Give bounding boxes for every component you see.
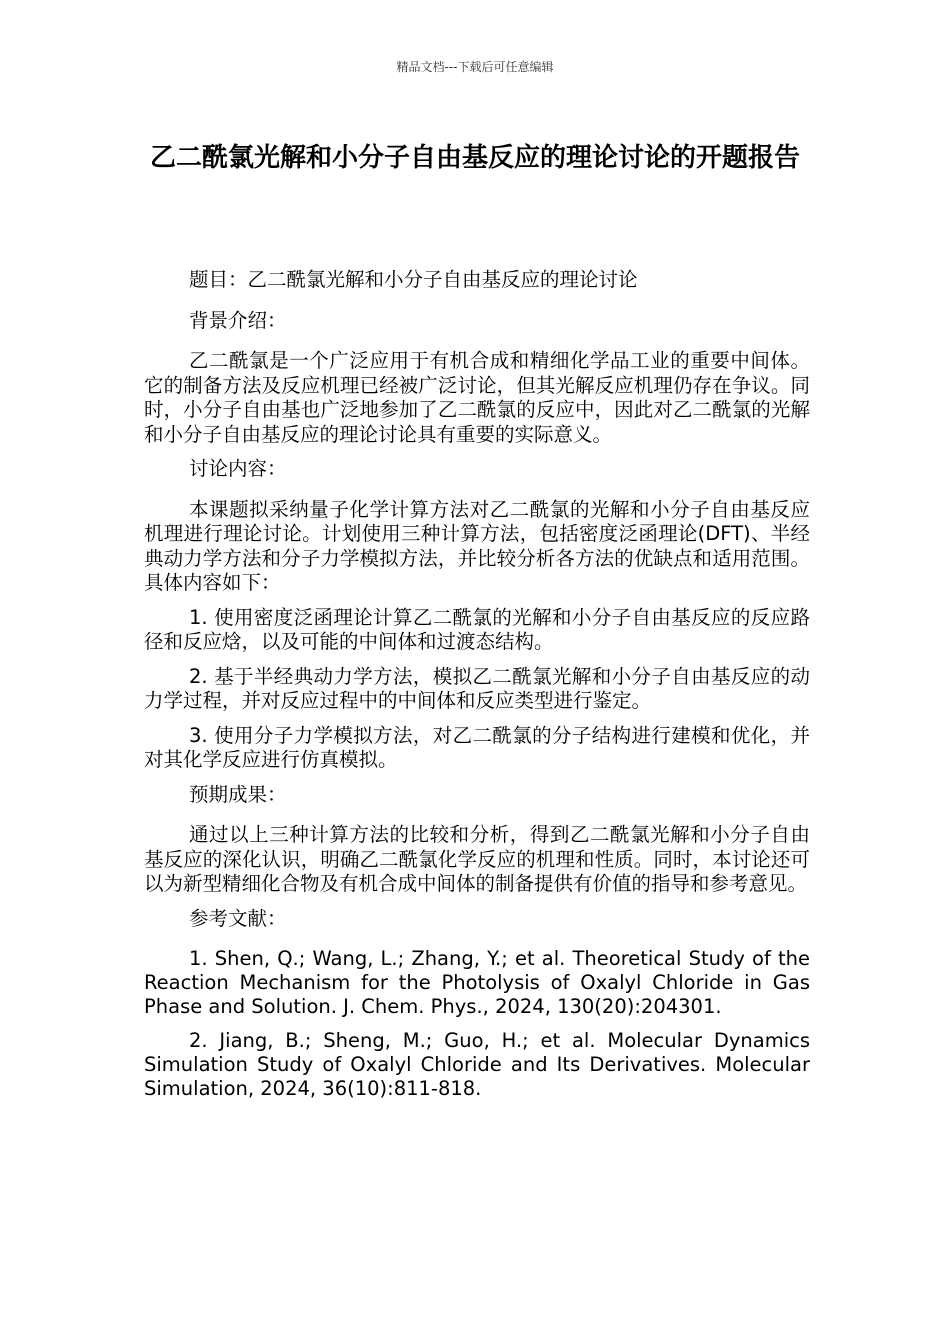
document-title: 乙二酰氯光解和小分子自由基反应的理论讨论的开题报告 <box>149 143 800 173</box>
content-item: 2. 基于半经典动力学方法，模拟乙二酰氯光解和小分子自由基反应的动力学过程，并对反应过程中的中间体和反应类型进行鉴定。 <box>144 664 810 712</box>
content-item: 1. 使用密度泛函理论计算乙二酰氯的光解和小分子自由基反应的反应路径和反应焓，以及可能的中间体和过渡态结构。 <box>144 605 810 653</box>
document-body <box>144 268 810 1111</box>
results-paragraph: 通过以上三种计算方法的比较和分析，得到乙二酰氯光解和小分子自由基反应的深化认识，明确乙二酰氯化学反应的机理和性质。同时，本讨论还可以为新型精细化合物及有机合成中间体的制备提供有价值的指导和参考意见。 <box>144 823 810 895</box>
references-heading: 参考文献： <box>189 906 287 930</box>
background-heading: 背景介绍： <box>189 308 287 332</box>
header-note: 精品文档---下载后可任意编辑 <box>396 60 554 74</box>
reference-item: 2. Jiang, B.; Sheng, M.; Guo, H.; et al. Molecular Dynamics Simulation Study of Oxalyl Chloride and Its Derivatives. Molecular Simulation, 2024, 36(10):811-818. <box>144 1029 810 1100</box>
content-heading: 讨论内容： <box>189 457 287 480</box>
content-paragraph: 本课题拟采纳量子化学计算方法对乙二酰氯的光解和小分子自由基反应机理进行理论讨论。计划使用三种计算方法，包括密度泛函理论(DFT)、半经典动力学方法和分子力学模拟方法，并比较分析各方法的优缺点和适用范围。具体内容如下： <box>144 497 810 594</box>
reference-item: 1. Shen, Q.; Wang, L.; Zhang, Y.; et al. Theoretical Study of the Reaction Mechanism for the Photolysis of Oxalyl Chloride in Gas Phase and Solution. J. Chem. Phys., 2024, 130(20):204301. <box>144 947 810 1018</box>
background-paragraph: 乙二酰氯是一个广泛应用于有机合成和精细化学品工业的重要中间体。它的制备方法及反应机理已经被广泛讨论，但其光解反应机理仍存在争议。同时，小分子自由基也广泛地参加了乙二酰氯的反应中，因此对乙二酰氯的光解和小分子自由基反应的理论讨论具有重要的实际意义。 <box>144 349 810 446</box>
topic-line: 题目：乙二酰氯光解和小分子自由基反应的理论讨论 <box>189 268 638 291</box>
content-item: 3. 使用分子力学模拟方法，对乙二酰氯的分子结构进行建模和优化，并对其化学反应进行仿真模拟。 <box>144 723 810 771</box>
results-heading: 预期成果： <box>189 782 287 806</box>
